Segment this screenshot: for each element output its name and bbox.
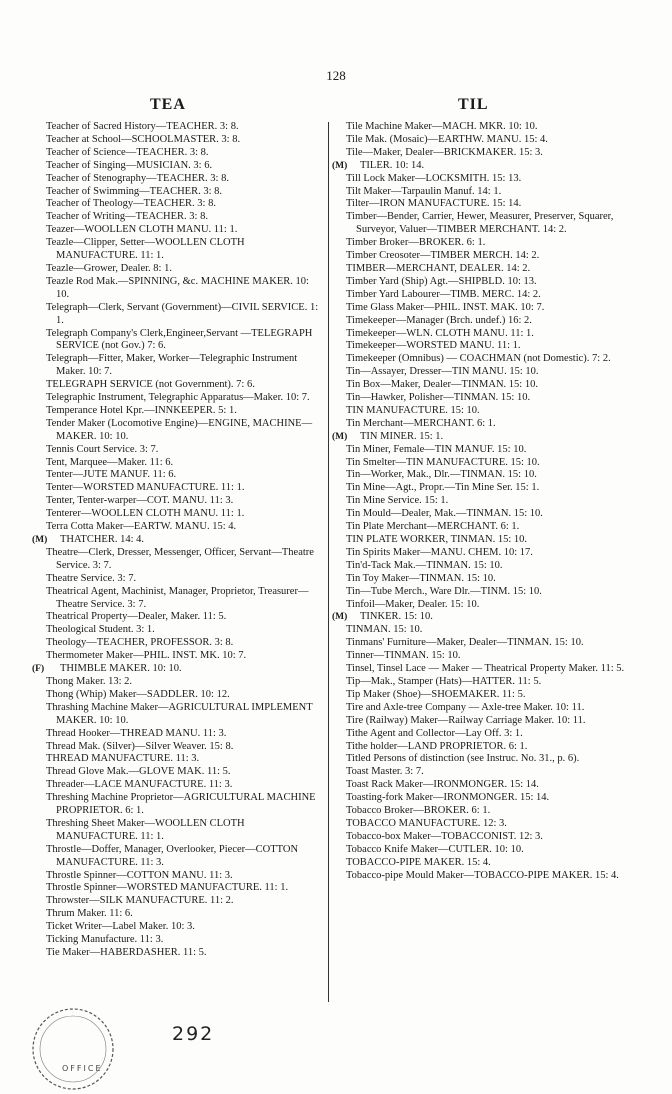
index-entry	[336, 779, 626, 792]
entry-mark: (M)	[32, 535, 48, 545]
entry-text: Threshing Sheet Maker—WOOLLEN CLOTH MANUFACTURE. 11: 1.	[46, 817, 245, 842]
index-entry	[336, 792, 626, 805]
entry-text: Tin Mine Service. 15: 1.	[346, 495, 449, 507]
index-entry	[36, 418, 320, 444]
index-entry	[36, 392, 320, 405]
entry-text: Theology—TEACHER, PROFESSOR. 3: 8.	[46, 637, 234, 649]
index-entry	[332, 611, 626, 624]
entry-text: Tin Smelter—TIN MANUFACTURE. 15: 10.	[346, 456, 540, 468]
entry-mark: (M)	[332, 431, 348, 442]
entry-text: Threshing Machine Proprietor—AGRICULTURAL MACHINE PROPRIETOR. 6: 1.	[46, 792, 316, 817]
entry-text: Teazle—Clipper, Setter—WOOLLEN CLOTH MANUFACTURE. 11: 1.	[46, 237, 245, 262]
entry-text: Tenterer—WOOLLEN CLOTH MANU. 11: 1.	[46, 508, 245, 520]
index-entry	[32, 663, 320, 676]
entry-text: Tin Mould—Dealer, Mak.—TINMAN. 15: 10.	[346, 508, 543, 520]
index-entry	[36, 186, 320, 199]
entry-text: Tin Merchant—MERCHANT. 6: 1.	[346, 417, 496, 429]
index-entry	[36, 444, 320, 457]
index-entry	[36, 766, 320, 779]
index-entry	[32, 534, 320, 547]
entry-text: Time Glass Maker—PHIL. INST. MAK. 10: 7.	[346, 301, 545, 313]
index-entry	[336, 573, 626, 586]
entry-text: Titled Persons of distinction (see Instruc. No. 31., p. 6).	[346, 753, 580, 765]
index-entry	[336, 753, 626, 766]
entry-text: Tinner—TINMAN. 15: 10.	[346, 650, 461, 662]
index-entry	[336, 495, 626, 508]
index-entry	[36, 934, 320, 947]
index-entry	[336, 444, 626, 457]
entry-text: Tinsel, Tinsel Lace — Maker — Theatrical Property Maker. 11: 5.	[346, 663, 625, 675]
index-entry	[36, 379, 320, 392]
entry-text: Tin Box—Maker, Dealer—TINMAN. 15: 10.	[346, 379, 538, 391]
entry-text: Teazle Rod Mak.—SPINNING, &c. MACHINE MAKER. 10: 10.	[46, 275, 309, 300]
index-entry	[36, 353, 320, 379]
entry-text: Thread Mak. (Silver)—Silver Weaver. 15: 8.	[46, 740, 234, 752]
entry-text: THATCHER. 14: 4.	[60, 534, 144, 545]
entry-text: Terra Cotta Maker—EARTW. MANU. 15: 4.	[46, 521, 237, 533]
index-entry	[336, 805, 626, 818]
entry-text: Timekeeper (Omnibus) — COACHMAN (not Domestic). 7: 2.	[346, 353, 611, 365]
entry-text: Toast Rack Maker—IRONMONGER. 15: 14.	[346, 779, 539, 791]
index-entry	[36, 573, 320, 586]
entry-text: Tenter, Tenter-warper—COT. MANU. 11: 3.	[46, 495, 234, 507]
index-entry	[336, 186, 626, 199]
entry-text: THIMBLE MAKER. 10: 10.	[60, 663, 182, 675]
entry-text: Timekeeper—WORSTED MANU. 11: 1.	[346, 340, 521, 352]
index-entry	[336, 560, 626, 573]
entry-text: Tin Mine—Agt., Propr.—Tin Mine Ser. 15: 1.	[346, 482, 540, 494]
entry-text: Teacher of Science—TEACHER. 3: 8.	[46, 146, 209, 158]
entry-text: Tin Plate Merchant—MERCHANT. 6: 1.	[346, 521, 520, 533]
entry-text: Throstle Spinner—WORSTED MANUFACTURE. 11: 1.	[46, 882, 289, 894]
entry-text: Teacher at School—SCHOOLMASTER. 3: 8.	[46, 133, 241, 145]
index-entry	[36, 779, 320, 792]
index-entry	[336, 508, 626, 521]
index-entry	[36, 947, 320, 960]
entry-text: Throstle Spinner—COTTON MANU. 11: 3.	[46, 869, 233, 881]
index-entry	[336, 147, 626, 160]
entry-text: Tile—Maker, Dealer—BRICKMAKER. 15: 3.	[346, 146, 543, 158]
entry-text: TELEGRAPH SERVICE (not Government). 7: 6.	[46, 379, 255, 391]
index-entry	[36, 908, 320, 921]
index-entry	[336, 353, 626, 366]
index-entry	[336, 818, 626, 831]
entry-text: Threader—LACE MANUFACTURE. 11: 3.	[46, 779, 233, 791]
entry-text: THREAD MANUFACTURE. 11: 3.	[46, 753, 200, 765]
index-entry	[36, 870, 320, 883]
index-entry	[36, 224, 320, 237]
entry-text: Timekeeper—WLN. CLOTH MANU. 11: 1.	[346, 327, 534, 339]
entry-text: Tile Mak. (Mosaic)—EARTHW. MANU. 15: 4.	[346, 133, 548, 145]
left-running-header: TEA	[150, 96, 186, 113]
index-entry	[332, 159, 626, 173]
entry-text: Tilter—IRON MANUFACTURE. 15: 14.	[346, 198, 522, 210]
entry-text: Tobacco Broker—BROKER. 6: 1.	[346, 805, 491, 817]
entry-text: Tithe Agent and Collector—Lay Off. 3: 1.	[346, 727, 523, 739]
index-entry	[336, 624, 626, 637]
entry-text: TIN MANUFACTURE. 15: 10.	[346, 404, 480, 416]
entry-text: Tithe holder—LAND PROPRIETOR. 6: 1.	[346, 740, 528, 752]
index-entry	[336, 741, 626, 754]
entry-text: TOBACCO MANUFACTURE. 12: 3.	[346, 817, 507, 829]
index-entry	[336, 534, 626, 547]
index-entry	[36, 637, 320, 650]
index-entry	[336, 328, 626, 341]
entry-text: Teacher of Writing—TEACHER. 3: 8.	[46, 211, 208, 223]
entry-text: Teazle—Grower, Dealer. 8: 1.	[46, 262, 172, 274]
index-entry	[36, 469, 320, 482]
entry-text: Tilt Maker—Tarpaulin Manuf. 14: 1.	[346, 185, 502, 197]
index-entry	[36, 328, 320, 354]
index-entry	[336, 870, 626, 883]
index-entry	[36, 211, 320, 224]
entry-text: Tin—Hawker, Polisher—TINMAN. 15: 10.	[346, 392, 531, 404]
index-entry	[336, 392, 626, 405]
index-entry	[36, 237, 320, 263]
index-entry	[336, 457, 626, 470]
entry-text: Timber Broker—BROKER. 6: 1.	[346, 237, 486, 249]
entry-text: Telegraph—Clerk, Servant (Government)—CIVIL SERVICE. 1: 1.	[46, 301, 319, 326]
index-entry	[36, 276, 320, 302]
entry-text: TINMAN. 15: 10.	[346, 624, 423, 636]
index-entry	[336, 469, 626, 482]
index-entry	[336, 521, 626, 534]
index-entry	[336, 289, 626, 302]
entry-text: Timber Yard (Ship) Agt.—SHIPBLD. 10: 13.	[346, 275, 537, 287]
index-entry	[336, 689, 626, 702]
index-entry	[36, 405, 320, 418]
index-entry	[36, 921, 320, 934]
entry-text: Teacher of Singing—MUSICIAN. 3: 6.	[46, 159, 213, 171]
office-seal-stamp	[28, 1004, 118, 1094]
entry-text: Temperance Hotel Kpr.—INNKEEPER. 5: 1.	[46, 404, 237, 416]
index-entry	[336, 663, 626, 676]
index-entry	[36, 263, 320, 276]
index-entry	[336, 276, 626, 289]
index-entry	[336, 250, 626, 263]
index-entry	[336, 263, 626, 276]
entry-text: Tire (Railway) Maker—Railway Carriage Maker. 10: 11.	[346, 714, 586, 726]
index-entry	[336, 173, 626, 186]
index-entry	[36, 689, 320, 702]
entry-text: Tin—Tube Merch., Ware Dlr.—TINM. 15: 10.	[346, 585, 542, 597]
entry-text: Theological Student. 3: 1.	[46, 624, 155, 636]
index-entry	[336, 482, 626, 495]
entry-text: Telegraph Company's Clerk,Engineer,Servant —TELEGRAPH SERVICE (not Gov.) 7: 6.	[46, 327, 313, 352]
entry-text: Theatre—Clerk, Dresser, Messenger, Officer, Servant—Theatre Service. 3: 7.	[46, 546, 314, 571]
entry-text: Tin Toy Maker—TINMAN. 15: 10.	[346, 572, 496, 584]
index-entry	[336, 302, 626, 315]
left-column	[32, 121, 320, 960]
column-divider	[328, 122, 329, 1002]
entry-text: Tenter—WORSTED MANUFACTURE. 11: 1.	[46, 482, 245, 494]
entry-text: Tin'd-Tack Mak.—TINMAN. 15: 10.	[346, 559, 503, 571]
index-entry	[36, 792, 320, 818]
entry-text: Tire and Axle-tree Company — Axle-tree Maker. 10: 11.	[346, 701, 585, 713]
entry-text: Tie Maker—HABERDASHER. 11: 5.	[46, 947, 207, 958]
entry-text: Theatrical Agent, Machinist, Manager, Proprietor, Treasurer—Theatre Service. 3: 7.	[46, 585, 309, 610]
index-entry	[336, 547, 626, 560]
stamp-number: 292	[172, 1023, 215, 1045]
entry-text: Teacher of Theology—TEACHER. 3: 8.	[46, 198, 216, 210]
index-entry	[36, 753, 320, 766]
seal-text: OFFICE	[62, 1064, 103, 1073]
index-entry	[336, 766, 626, 779]
entry-text: Timber Creosoter—TIMBER MERCH. 14: 2.	[346, 250, 540, 262]
entry-text: Thrum Maker. 11: 6.	[46, 908, 133, 920]
index-entry	[336, 121, 626, 134]
index-entry	[36, 650, 320, 663]
index-entry	[36, 457, 320, 470]
index-entry	[36, 741, 320, 754]
index-entry	[36, 586, 320, 612]
entry-text: Thrashing Machine Maker—AGRICULTURAL IMPLEMENT MAKER. 10: 10.	[46, 701, 313, 726]
entry-text: Ticket Writer—Label Maker. 10: 3.	[46, 921, 195, 933]
entry-mark: (F)	[32, 664, 45, 675]
entry-text: Tip—Mak., Stamper (Hats)—HATTER. 11: 5.	[346, 675, 542, 687]
entry-text: TILER. 10: 14.	[360, 159, 425, 171]
index-entry	[336, 379, 626, 392]
entry-mark: (M)	[332, 160, 348, 171]
right-running-header: TIL	[458, 96, 489, 113]
entry-text: Toasting-fork Maker—IRONMONGER. 15: 14.	[346, 792, 550, 804]
entry-text: Teazer—WOOLLEN CLOTH MANU. 11: 1.	[46, 224, 238, 236]
index-entry	[36, 147, 320, 160]
index-entry	[36, 521, 320, 534]
index-entry	[36, 134, 320, 147]
entry-text: Thread Hooker—THREAD MANU. 11: 3.	[46, 727, 227, 739]
index-entry	[336, 844, 626, 857]
entry-text: Till Lock Maker—LOCKSMITH. 15: 13.	[346, 172, 522, 184]
entry-text: Tinmans' Furniture—Maker, Dealer—TINMAN. 15: 10.	[346, 637, 584, 649]
index-entry	[36, 882, 320, 895]
index-entry	[336, 198, 626, 211]
entry-text: TIN MINER. 15: 1.	[360, 430, 444, 442]
entry-text: Teacher of Sacred History—TEACHER. 3: 8.	[46, 121, 239, 132]
index-entry	[36, 624, 320, 637]
entry-text: Tent, Marquee—Maker. 11: 6.	[46, 456, 174, 468]
index-entry	[36, 160, 320, 173]
index-entry	[332, 430, 626, 444]
index-entry	[336, 237, 626, 250]
index-entry	[336, 366, 626, 379]
entry-text: Tobacco-box Maker—TOBACCONIST. 12: 3.	[346, 830, 543, 842]
index-entry	[336, 728, 626, 741]
entry-text: Tin Miner, Female—TIN MANUF. 15: 10.	[346, 443, 527, 455]
entry-text: Ticking Manufacture. 11: 3.	[46, 934, 164, 946]
entry-text: Theatre Service. 3: 7.	[46, 572, 137, 584]
index-entry	[336, 315, 626, 328]
entry-text: Tin—Assayer, Dresser—TIN MANU. 15: 10.	[346, 366, 539, 378]
entry-text: Tip Maker (Shoe)—SHOEMAKER. 11: 5.	[346, 688, 526, 700]
entry-mark: (M)	[332, 612, 348, 623]
index-entry	[36, 676, 320, 689]
index-entry	[336, 702, 626, 715]
index-entry	[336, 715, 626, 728]
entry-text: Throwster—SILK MANUFACTURE. 11: 2.	[46, 895, 234, 907]
index-entry	[336, 650, 626, 663]
entry-text: TINKER. 15: 10.	[360, 611, 433, 623]
index-entry	[336, 340, 626, 353]
index-entry	[336, 586, 626, 599]
entry-text: TOBACCO-PIPE MAKER. 15: 4.	[346, 856, 491, 868]
entry-text: Tile Machine Maker—MACH. MKR. 10: 10.	[346, 121, 538, 132]
entry-text: Telegraphic Instrument, Telegraphic Apparatus—Maker. 10: 7.	[46, 392, 310, 404]
index-entry	[36, 482, 320, 495]
entry-text: Tobacco Knife Maker—CUTLER. 10: 10.	[346, 843, 524, 855]
index-entry	[36, 302, 320, 328]
index-entry	[36, 611, 320, 624]
entry-text: Tennis Court Service. 3: 7.	[46, 443, 159, 455]
index-entry	[36, 121, 320, 134]
entry-text: TIMBER—MERCHANT, DEALER. 14: 2.	[346, 262, 531, 274]
index-entry	[36, 895, 320, 908]
entry-text: Timber—Bender, Carrier, Hewer, Measurer, Preserver, Squarer, Surveyor, Valuer—TIMBER MERCHANT. 14: 2.	[346, 211, 614, 236]
index-entry	[336, 676, 626, 689]
index-entry	[36, 495, 320, 508]
entry-text: Theatrical Property—Dealer, Maker. 11: 5.	[46, 611, 227, 623]
entry-text: Throstle—Doffer, Manager, Overlooker, Piecer—COTTON MANUFACTURE. 11: 3.	[46, 843, 299, 868]
index-entry	[336, 637, 626, 650]
entry-text: Tinfoil—Maker, Dealer. 15: 10.	[346, 598, 480, 610]
index-entry	[336, 405, 626, 418]
index-entry	[336, 211, 626, 237]
index-entry	[36, 508, 320, 521]
index-entry	[336, 599, 626, 612]
index-entry	[36, 844, 320, 870]
index-entry	[336, 831, 626, 844]
entry-text: Toast Master. 3: 7.	[346, 766, 424, 778]
entry-text: Thermometer Maker—PHIL. INST. MK. 10: 7.	[46, 650, 247, 662]
entry-text: Teacher of Swimming—TEACHER. 3: 8.	[46, 185, 222, 197]
right-column	[332, 121, 626, 882]
index-entry	[36, 728, 320, 741]
index-entry	[336, 857, 626, 870]
entry-text: Timekeeper—Manager (Brch. undef.) 16: 2.	[346, 314, 532, 326]
index-entry	[36, 198, 320, 211]
index-entry	[36, 702, 320, 728]
entry-text: Thread Glove Mak.—GLOVE MAK. 11: 5.	[46, 766, 231, 778]
entry-text: Thong (Whip) Maker—SADDLER. 10: 12.	[46, 688, 230, 700]
index-entry	[36, 547, 320, 573]
entry-text: Tobacco-pipe Mould Maker—TOBACCO-PIPE MAKER. 15: 4.	[346, 869, 619, 881]
entry-text: Timber Yard Labourer—TIMB. MERC. 14: 2.	[346, 288, 541, 300]
entry-text: Thong Maker. 13: 2.	[46, 675, 133, 687]
index-entry	[336, 418, 626, 431]
index-entry	[336, 134, 626, 147]
entry-text: Tin—Worker, Mak., Dlr.—TINMAN. 15: 10.	[346, 469, 537, 481]
entry-text: Tin Spirits Maker—MANU. CHEM. 10: 17.	[346, 546, 533, 558]
entry-text: Telegraph—Fitter, Maker, Worker—Telegraphic Instrument Maker. 10: 7.	[46, 353, 298, 378]
entry-text: TIN PLATE WORKER, TINMAN. 15: 10.	[346, 534, 528, 545]
entry-text: Tenter—JUTE MANUF. 11: 6.	[46, 469, 177, 481]
entry-text: Teacher of Stenography—TEACHER. 3: 8.	[46, 172, 229, 184]
page-number: 128	[326, 68, 346, 83]
index-entry	[36, 818, 320, 844]
entry-text: Tender Maker (Locomotive Engine)—ENGINE, MACHINE—MAKER. 10: 10.	[46, 417, 313, 442]
index-entry	[36, 173, 320, 186]
